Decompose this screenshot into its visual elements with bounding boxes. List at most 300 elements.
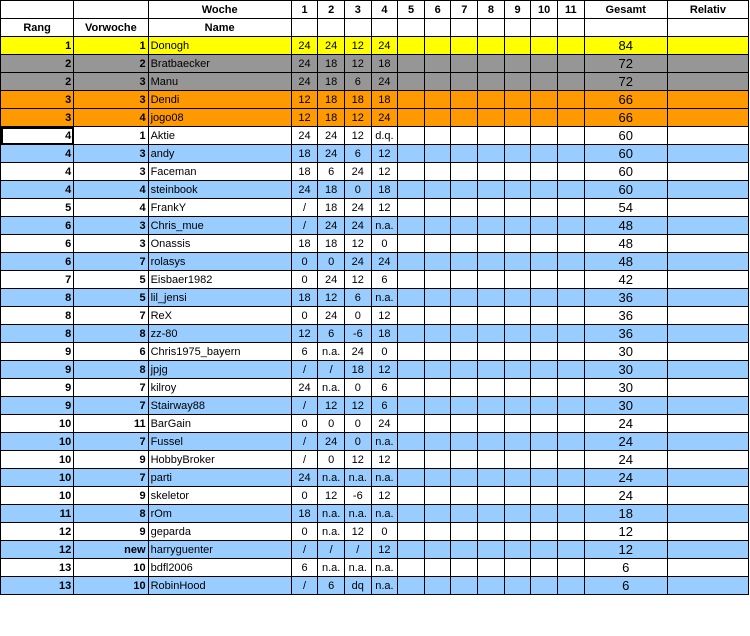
week-11-cell[interactable] bbox=[557, 397, 584, 415]
week-1-cell[interactable]: 24 bbox=[291, 55, 318, 73]
week-6-cell[interactable] bbox=[424, 127, 451, 145]
week-7-cell[interactable] bbox=[451, 379, 478, 397]
vorwoche-cell[interactable]: 7 bbox=[74, 469, 148, 487]
gesamt-cell[interactable]: 48 bbox=[584, 217, 667, 235]
week-11-cell[interactable] bbox=[557, 253, 584, 271]
relativ-cell[interactable] bbox=[667, 325, 748, 343]
week-1-cell[interactable]: 24 bbox=[291, 73, 318, 91]
week-1-cell[interactable]: 12 bbox=[291, 91, 318, 109]
gesamt-cell[interactable]: 24 bbox=[584, 487, 667, 505]
week-11-cell[interactable] bbox=[557, 217, 584, 235]
gesamt-cell[interactable]: 18 bbox=[584, 505, 667, 523]
week-8-cell[interactable] bbox=[478, 253, 505, 271]
week-5-cell[interactable] bbox=[398, 109, 425, 127]
week-2-cell[interactable]: 24 bbox=[318, 271, 345, 289]
week-1-cell[interactable]: 18 bbox=[291, 235, 318, 253]
gesamt-cell[interactable]: 60 bbox=[584, 127, 667, 145]
week-4-cell[interactable]: n.a. bbox=[371, 217, 398, 235]
header-cell-blank[interactable] bbox=[531, 19, 558, 37]
week-9-cell[interactable] bbox=[504, 235, 531, 253]
week-5-cell[interactable] bbox=[398, 433, 425, 451]
name-cell[interactable]: bdfl2006 bbox=[148, 559, 291, 577]
week-9-cell[interactable] bbox=[504, 487, 531, 505]
week-8-cell[interactable] bbox=[478, 109, 505, 127]
week-2-cell[interactable]: / bbox=[318, 361, 345, 379]
vorwoche-cell[interactable]: 9 bbox=[74, 523, 148, 541]
week-6-cell[interactable] bbox=[424, 469, 451, 487]
week-6-cell[interactable] bbox=[424, 487, 451, 505]
week-10-cell[interactable] bbox=[531, 361, 558, 379]
week-3-cell[interactable]: 12 bbox=[344, 37, 371, 55]
relativ-cell[interactable] bbox=[667, 487, 748, 505]
week-9-cell[interactable] bbox=[504, 505, 531, 523]
week-7-cell[interactable] bbox=[451, 343, 478, 361]
week-1-cell[interactable]: / bbox=[291, 217, 318, 235]
week-4-cell[interactable]: 24 bbox=[371, 73, 398, 91]
header-name[interactable]: Name bbox=[148, 19, 291, 37]
week-10-cell[interactable] bbox=[531, 469, 558, 487]
week-8-cell[interactable] bbox=[478, 307, 505, 325]
week-6-cell[interactable] bbox=[424, 325, 451, 343]
week-11-cell[interactable] bbox=[557, 415, 584, 433]
week-9-cell[interactable] bbox=[504, 361, 531, 379]
vorwoche-cell[interactable]: 4 bbox=[74, 109, 148, 127]
gesamt-cell[interactable]: 6 bbox=[584, 577, 667, 595]
week-11-cell[interactable] bbox=[557, 55, 584, 73]
vorwoche-cell[interactable]: 8 bbox=[74, 361, 148, 379]
week-6-cell[interactable] bbox=[424, 577, 451, 595]
week-9-cell[interactable] bbox=[504, 217, 531, 235]
week-1-cell[interactable]: / bbox=[291, 199, 318, 217]
week-4-cell[interactable]: 12 bbox=[371, 145, 398, 163]
week-11-cell[interactable] bbox=[557, 469, 584, 487]
gesamt-cell[interactable]: 24 bbox=[584, 451, 667, 469]
week-8-cell[interactable] bbox=[478, 91, 505, 109]
gesamt-cell[interactable]: 60 bbox=[584, 145, 667, 163]
week-11-cell[interactable] bbox=[557, 127, 584, 145]
gesamt-cell[interactable]: 48 bbox=[584, 253, 667, 271]
week-5-cell[interactable] bbox=[398, 415, 425, 433]
week-8-cell[interactable] bbox=[478, 559, 505, 577]
week-3-cell[interactable]: 24 bbox=[344, 343, 371, 361]
name-cell[interactable]: rOm bbox=[148, 505, 291, 523]
week-11-cell[interactable] bbox=[557, 505, 584, 523]
week-7-cell[interactable] bbox=[451, 181, 478, 199]
week-3-cell[interactable]: 6 bbox=[344, 145, 371, 163]
week-5-cell[interactable] bbox=[398, 163, 425, 181]
week-4-cell[interactable]: 18 bbox=[371, 55, 398, 73]
header-week-6[interactable]: 6 bbox=[424, 1, 451, 19]
gesamt-cell[interactable]: 24 bbox=[584, 469, 667, 487]
rang-cell[interactable]: 10 bbox=[1, 487, 74, 505]
week-3-cell[interactable]: 24 bbox=[344, 253, 371, 271]
header-week-10[interactable]: 10 bbox=[531, 1, 558, 19]
week-3-cell[interactable]: 6 bbox=[344, 73, 371, 91]
gesamt-cell[interactable]: 6 bbox=[584, 559, 667, 577]
week-6-cell[interactable] bbox=[424, 235, 451, 253]
relativ-cell[interactable] bbox=[667, 127, 748, 145]
vorwoche-cell[interactable]: 4 bbox=[74, 199, 148, 217]
week-6-cell[interactable] bbox=[424, 361, 451, 379]
week-2-cell[interactable]: n.a. bbox=[318, 559, 345, 577]
week-6-cell[interactable] bbox=[424, 253, 451, 271]
relativ-cell[interactable] bbox=[667, 91, 748, 109]
week-5-cell[interactable] bbox=[398, 199, 425, 217]
week-6-cell[interactable] bbox=[424, 217, 451, 235]
week-2-cell[interactable]: 18 bbox=[318, 73, 345, 91]
week-10-cell[interactable] bbox=[531, 55, 558, 73]
week-7-cell[interactable] bbox=[451, 415, 478, 433]
header-week-2[interactable]: 2 bbox=[318, 1, 345, 19]
week-1-cell[interactable]: / bbox=[291, 361, 318, 379]
week-10-cell[interactable] bbox=[531, 487, 558, 505]
relativ-cell[interactable] bbox=[667, 73, 748, 91]
week-2-cell[interactable]: 6 bbox=[318, 163, 345, 181]
week-8-cell[interactable] bbox=[478, 163, 505, 181]
week-10-cell[interactable] bbox=[531, 433, 558, 451]
week-7-cell[interactable] bbox=[451, 271, 478, 289]
header-cell-blank[interactable] bbox=[584, 19, 667, 37]
relativ-cell[interactable] bbox=[667, 289, 748, 307]
week-10-cell[interactable] bbox=[531, 343, 558, 361]
week-1-cell[interactable]: / bbox=[291, 451, 318, 469]
week-3-cell[interactable]: 12 bbox=[344, 109, 371, 127]
week-11-cell[interactable] bbox=[557, 343, 584, 361]
relativ-cell[interactable] bbox=[667, 199, 748, 217]
week-2-cell[interactable]: 0 bbox=[318, 253, 345, 271]
week-4-cell[interactable]: 12 bbox=[371, 199, 398, 217]
week-4-cell[interactable]: n.a. bbox=[371, 469, 398, 487]
week-8-cell[interactable] bbox=[478, 37, 505, 55]
week-2-cell[interactable]: 24 bbox=[318, 217, 345, 235]
week-1-cell[interactable]: 0 bbox=[291, 415, 318, 433]
week-9-cell[interactable] bbox=[504, 37, 531, 55]
week-2-cell[interactable]: n.a. bbox=[318, 343, 345, 361]
header-cell-blank[interactable] bbox=[1, 1, 74, 19]
rang-cell[interactable]: 6 bbox=[1, 217, 74, 235]
gesamt-cell[interactable]: 72 bbox=[584, 73, 667, 91]
week-8-cell[interactable] bbox=[478, 127, 505, 145]
relativ-cell[interactable] bbox=[667, 361, 748, 379]
week-10-cell[interactable] bbox=[531, 181, 558, 199]
name-cell[interactable]: RobinHood bbox=[148, 577, 291, 595]
rang-cell[interactable]: 10 bbox=[1, 451, 74, 469]
week-9-cell[interactable] bbox=[504, 379, 531, 397]
vorwoche-cell[interactable]: 3 bbox=[74, 91, 148, 109]
vorwoche-cell[interactable]: 11 bbox=[74, 415, 148, 433]
week-10-cell[interactable] bbox=[531, 325, 558, 343]
rang-cell[interactable]: 4 bbox=[1, 127, 74, 145]
rang-cell[interactable]: 8 bbox=[1, 325, 74, 343]
week-7-cell[interactable] bbox=[451, 559, 478, 577]
week-10-cell[interactable] bbox=[531, 379, 558, 397]
week-8-cell[interactable] bbox=[478, 235, 505, 253]
week-8-cell[interactable] bbox=[478, 199, 505, 217]
vorwoche-cell[interactable]: 7 bbox=[74, 307, 148, 325]
week-9-cell[interactable] bbox=[504, 289, 531, 307]
week-10-cell[interactable] bbox=[531, 451, 558, 469]
vorwoche-cell[interactable]: 3 bbox=[74, 235, 148, 253]
vorwoche-cell[interactable]: 1 bbox=[74, 127, 148, 145]
week-4-cell[interactable]: 18 bbox=[371, 181, 398, 199]
week-6-cell[interactable] bbox=[424, 559, 451, 577]
week-5-cell[interactable] bbox=[398, 271, 425, 289]
rang-cell[interactable]: 13 bbox=[1, 577, 74, 595]
name-cell[interactable]: harryguenter bbox=[148, 541, 291, 559]
week-10-cell[interactable] bbox=[531, 37, 558, 55]
week-2-cell[interactable]: n.a. bbox=[318, 523, 345, 541]
week-8-cell[interactable] bbox=[478, 73, 505, 91]
week-7-cell[interactable] bbox=[451, 73, 478, 91]
vorwoche-cell[interactable]: 10 bbox=[74, 577, 148, 595]
week-3-cell[interactable]: n.a. bbox=[344, 505, 371, 523]
header-week-1[interactable]: 1 bbox=[291, 1, 318, 19]
week-3-cell[interactable]: -6 bbox=[344, 487, 371, 505]
name-cell[interactable]: Fussel bbox=[148, 433, 291, 451]
name-cell[interactable]: ReX bbox=[148, 307, 291, 325]
week-6-cell[interactable] bbox=[424, 145, 451, 163]
week-3-cell[interactable]: 12 bbox=[344, 397, 371, 415]
rang-cell[interactable]: 10 bbox=[1, 433, 74, 451]
header-cell-blank[interactable] bbox=[557, 19, 584, 37]
week-1-cell[interactable]: 0 bbox=[291, 253, 318, 271]
gesamt-cell[interactable]: 36 bbox=[584, 289, 667, 307]
week-4-cell[interactable]: 24 bbox=[371, 253, 398, 271]
week-9-cell[interactable] bbox=[504, 325, 531, 343]
header-cell-blank[interactable] bbox=[291, 19, 318, 37]
week-6-cell[interactable] bbox=[424, 505, 451, 523]
week-7-cell[interactable] bbox=[451, 199, 478, 217]
week-10-cell[interactable] bbox=[531, 577, 558, 595]
week-1-cell[interactable]: / bbox=[291, 541, 318, 559]
week-9-cell[interactable] bbox=[504, 343, 531, 361]
week-3-cell[interactable]: 18 bbox=[344, 91, 371, 109]
week-11-cell[interactable] bbox=[557, 181, 584, 199]
name-cell[interactable]: HobbyBroker bbox=[148, 451, 291, 469]
week-3-cell[interactable]: 12 bbox=[344, 55, 371, 73]
week-7-cell[interactable] bbox=[451, 541, 478, 559]
week-6-cell[interactable] bbox=[424, 415, 451, 433]
week-10-cell[interactable] bbox=[531, 109, 558, 127]
week-2-cell[interactable]: 6 bbox=[318, 577, 345, 595]
week-3-cell[interactable]: n.a. bbox=[344, 469, 371, 487]
week-1-cell[interactable]: / bbox=[291, 577, 318, 595]
relativ-cell[interactable] bbox=[667, 451, 748, 469]
week-3-cell[interactable]: 18 bbox=[344, 361, 371, 379]
name-cell[interactable]: lil_jensi bbox=[148, 289, 291, 307]
vorwoche-cell[interactable]: 10 bbox=[74, 559, 148, 577]
relativ-cell[interactable] bbox=[667, 415, 748, 433]
week-3-cell[interactable]: 0 bbox=[344, 307, 371, 325]
name-cell[interactable]: Chris_mue bbox=[148, 217, 291, 235]
week-5-cell[interactable] bbox=[398, 145, 425, 163]
week-7-cell[interactable] bbox=[451, 235, 478, 253]
rang-cell[interactable]: 4 bbox=[1, 163, 74, 181]
vorwoche-cell[interactable]: new bbox=[74, 541, 148, 559]
rang-cell[interactable]: 10 bbox=[1, 469, 74, 487]
vorwoche-cell[interactable]: 3 bbox=[74, 163, 148, 181]
week-6-cell[interactable] bbox=[424, 541, 451, 559]
gesamt-cell[interactable]: 54 bbox=[584, 199, 667, 217]
week-3-cell[interactable]: dq bbox=[344, 577, 371, 595]
gesamt-cell[interactable]: 66 bbox=[584, 91, 667, 109]
gesamt-cell[interactable]: 84 bbox=[584, 37, 667, 55]
relativ-cell[interactable] bbox=[667, 271, 748, 289]
week-11-cell[interactable] bbox=[557, 541, 584, 559]
week-6-cell[interactable] bbox=[424, 289, 451, 307]
week-4-cell[interactable]: 18 bbox=[371, 325, 398, 343]
week-6-cell[interactable] bbox=[424, 451, 451, 469]
week-3-cell[interactable]: 0 bbox=[344, 181, 371, 199]
week-1-cell[interactable]: 0 bbox=[291, 271, 318, 289]
week-11-cell[interactable] bbox=[557, 91, 584, 109]
week-9-cell[interactable] bbox=[504, 523, 531, 541]
week-8-cell[interactable] bbox=[478, 289, 505, 307]
gesamt-cell[interactable]: 66 bbox=[584, 109, 667, 127]
week-7-cell[interactable] bbox=[451, 55, 478, 73]
week-6-cell[interactable] bbox=[424, 55, 451, 73]
week-8-cell[interactable] bbox=[478, 451, 505, 469]
week-4-cell[interactable]: 24 bbox=[371, 37, 398, 55]
name-cell[interactable]: andy bbox=[148, 145, 291, 163]
week-6-cell[interactable] bbox=[424, 271, 451, 289]
week-1-cell[interactable]: 0 bbox=[291, 523, 318, 541]
week-9-cell[interactable] bbox=[504, 397, 531, 415]
relativ-cell[interactable] bbox=[667, 163, 748, 181]
week-6-cell[interactable] bbox=[424, 397, 451, 415]
name-cell[interactable]: Dendi bbox=[148, 91, 291, 109]
week-11-cell[interactable] bbox=[557, 307, 584, 325]
week-8-cell[interactable] bbox=[478, 397, 505, 415]
week-5-cell[interactable] bbox=[398, 307, 425, 325]
week-9-cell[interactable] bbox=[504, 163, 531, 181]
week-4-cell[interactable]: n.a. bbox=[371, 289, 398, 307]
header-cell-blank[interactable] bbox=[344, 19, 371, 37]
gesamt-cell[interactable]: 24 bbox=[584, 433, 667, 451]
relativ-cell[interactable] bbox=[667, 505, 748, 523]
header-cell-blank[interactable] bbox=[318, 19, 345, 37]
week-2-cell[interactable]: n.a. bbox=[318, 505, 345, 523]
week-11-cell[interactable] bbox=[557, 235, 584, 253]
week-9-cell[interactable] bbox=[504, 127, 531, 145]
rang-cell[interactable]: 3 bbox=[1, 109, 74, 127]
name-cell[interactable]: geparda bbox=[148, 523, 291, 541]
week-2-cell[interactable]: 24 bbox=[318, 433, 345, 451]
header-cell-blank[interactable] bbox=[424, 19, 451, 37]
vorwoche-cell[interactable]: 2 bbox=[74, 55, 148, 73]
vorwoche-cell[interactable]: 4 bbox=[74, 181, 148, 199]
week-5-cell[interactable] bbox=[398, 253, 425, 271]
rang-cell[interactable]: 9 bbox=[1, 397, 74, 415]
gesamt-cell[interactable]: 48 bbox=[584, 235, 667, 253]
week-9-cell[interactable] bbox=[504, 469, 531, 487]
header-cell-blank[interactable] bbox=[398, 19, 425, 37]
relativ-cell[interactable] bbox=[667, 469, 748, 487]
vorwoche-cell[interactable]: 8 bbox=[74, 325, 148, 343]
week-3-cell[interactable]: 0 bbox=[344, 379, 371, 397]
week-8-cell[interactable] bbox=[478, 415, 505, 433]
week-2-cell[interactable]: 24 bbox=[318, 145, 345, 163]
rang-cell[interactable]: 4 bbox=[1, 145, 74, 163]
week-8-cell[interactable] bbox=[478, 361, 505, 379]
week-7-cell[interactable] bbox=[451, 361, 478, 379]
week-5-cell[interactable] bbox=[398, 235, 425, 253]
week-4-cell[interactable]: 12 bbox=[371, 307, 398, 325]
week-11-cell[interactable] bbox=[557, 577, 584, 595]
week-2-cell[interactable]: 24 bbox=[318, 127, 345, 145]
vorwoche-cell[interactable]: 7 bbox=[74, 253, 148, 271]
week-5-cell[interactable] bbox=[398, 469, 425, 487]
week-4-cell[interactable]: 0 bbox=[371, 523, 398, 541]
week-6-cell[interactable] bbox=[424, 73, 451, 91]
relativ-cell[interactable] bbox=[667, 307, 748, 325]
week-11-cell[interactable] bbox=[557, 271, 584, 289]
week-8-cell[interactable] bbox=[478, 145, 505, 163]
week-11-cell[interactable] bbox=[557, 361, 584, 379]
relativ-cell[interactable] bbox=[667, 343, 748, 361]
week-1-cell[interactable]: 0 bbox=[291, 487, 318, 505]
vorwoche-cell[interactable]: 3 bbox=[74, 145, 148, 163]
week-2-cell[interactable]: / bbox=[318, 541, 345, 559]
week-10-cell[interactable] bbox=[531, 307, 558, 325]
gesamt-cell[interactable]: 42 bbox=[584, 271, 667, 289]
week-7-cell[interactable] bbox=[451, 325, 478, 343]
gesamt-cell[interactable]: 30 bbox=[584, 361, 667, 379]
rang-cell[interactable]: 12 bbox=[1, 541, 74, 559]
week-5-cell[interactable] bbox=[398, 451, 425, 469]
week-9-cell[interactable] bbox=[504, 55, 531, 73]
week-4-cell[interactable]: 0 bbox=[371, 343, 398, 361]
week-6-cell[interactable] bbox=[424, 181, 451, 199]
week-10-cell[interactable] bbox=[531, 199, 558, 217]
week-5-cell[interactable] bbox=[398, 289, 425, 307]
name-cell[interactable]: Chris1975_bayern bbox=[148, 343, 291, 361]
name-cell[interactable]: parti bbox=[148, 469, 291, 487]
week-4-cell[interactable]: 6 bbox=[371, 379, 398, 397]
week-2-cell[interactable]: 18 bbox=[318, 91, 345, 109]
week-3-cell[interactable]: 12 bbox=[344, 127, 371, 145]
week-6-cell[interactable] bbox=[424, 163, 451, 181]
week-5-cell[interactable] bbox=[398, 73, 425, 91]
week-8-cell[interactable] bbox=[478, 217, 505, 235]
week-11-cell[interactable] bbox=[557, 37, 584, 55]
week-4-cell[interactable]: 24 bbox=[371, 415, 398, 433]
week-1-cell[interactable]: 24 bbox=[291, 127, 318, 145]
gesamt-cell[interactable]: 24 bbox=[584, 415, 667, 433]
week-10-cell[interactable] bbox=[531, 505, 558, 523]
week-9-cell[interactable] bbox=[504, 271, 531, 289]
week-9-cell[interactable] bbox=[504, 415, 531, 433]
week-3-cell[interactable]: 24 bbox=[344, 163, 371, 181]
week-4-cell[interactable]: 6 bbox=[371, 271, 398, 289]
header-woche[interactable]: Woche bbox=[148, 1, 291, 19]
week-5-cell[interactable] bbox=[398, 505, 425, 523]
week-5-cell[interactable] bbox=[398, 577, 425, 595]
week-4-cell[interactable]: 12 bbox=[371, 487, 398, 505]
gesamt-cell[interactable]: 30 bbox=[584, 397, 667, 415]
week-3-cell[interactable]: 12 bbox=[344, 523, 371, 541]
vorwoche-cell[interactable]: 3 bbox=[74, 73, 148, 91]
header-cell-blank[interactable] bbox=[478, 19, 505, 37]
week-11-cell[interactable] bbox=[557, 145, 584, 163]
vorwoche-cell[interactable]: 9 bbox=[74, 451, 148, 469]
week-9-cell[interactable] bbox=[504, 559, 531, 577]
relativ-cell[interactable] bbox=[667, 55, 748, 73]
week-9-cell[interactable] bbox=[504, 451, 531, 469]
week-10-cell[interactable] bbox=[531, 91, 558, 109]
week-7-cell[interactable] bbox=[451, 469, 478, 487]
week-9-cell[interactable] bbox=[504, 577, 531, 595]
